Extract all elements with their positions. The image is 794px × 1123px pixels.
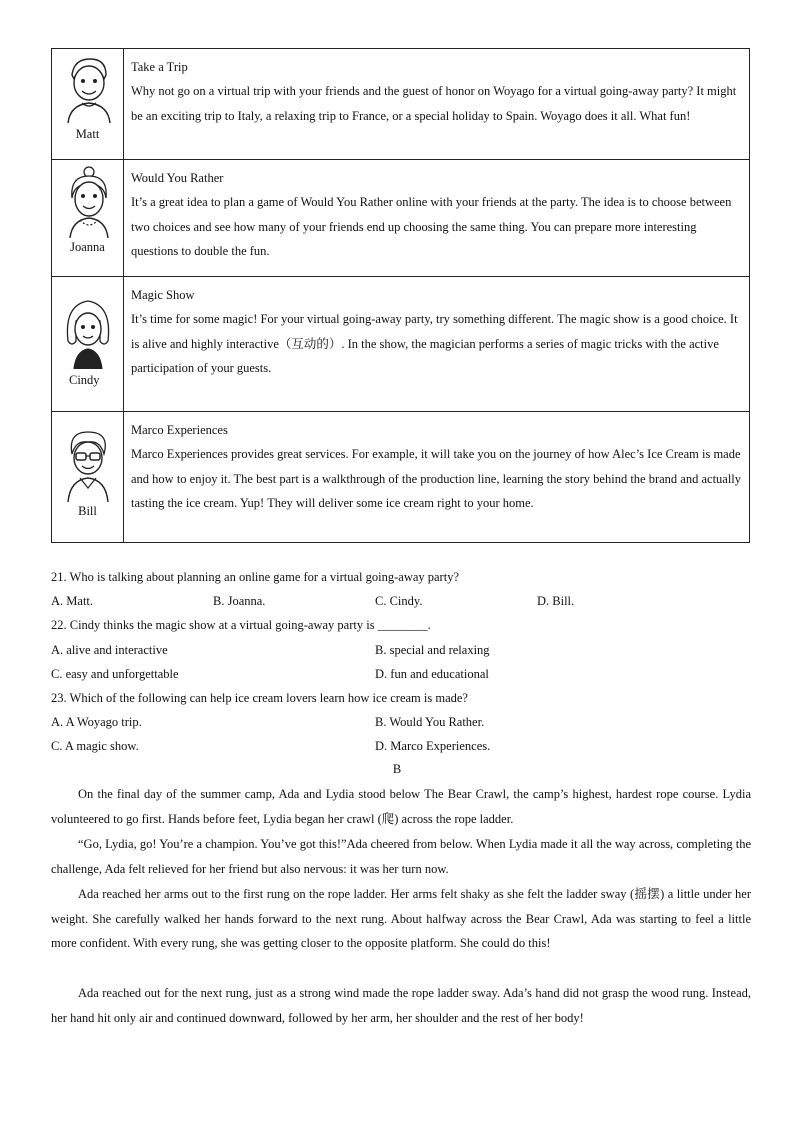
person-name: Joanna — [70, 240, 105, 254]
passage-paragraph: “Go, Lydia, go! You’re a champion. You’ve got this!”Ada cheered from below. When Lydia made it all the way across, completing the challenge, Ada felt relieved for her friend but also nervous: it was her turn now. — [51, 837, 751, 876]
ad-title: Would You Rather — [131, 171, 224, 185]
option: B. Joanna. — [213, 594, 266, 608]
joanna-portrait-icon — [60, 164, 116, 240]
ad-row-cindy — [52, 277, 750, 412]
ad-title: Marco Experiences — [131, 423, 228, 437]
bill-portrait-icon — [60, 426, 116, 504]
ad-text-cell — [124, 49, 750, 160]
option: D. Bill. — [537, 594, 575, 608]
option: B. special and relaxing — [375, 643, 490, 657]
option: D. fun and educational — [375, 667, 489, 681]
question-stem: 22. Cindy thinks the magic show at a virtual going-away party is ________. — [51, 618, 431, 632]
option: A. Matt. — [51, 594, 94, 608]
question-stem: 21. Who is talking about planning an online game for a virtual going-away party? — [51, 570, 459, 584]
person-cell — [52, 160, 124, 277]
passage-paragraph: Ada reached out for the next rung, just as a strong wind made the rope ladder sway. Ada’s hand did not grasp the wood rung. Instead, her hand hit only air and continued downward, followed by her arm, her shoulder and the rest of her body! — [51, 986, 751, 1025]
option: C. A magic show. — [51, 739, 139, 753]
question-stem: 23. Which of the following can help ice cream lovers learn how ice cream is made? — [51, 691, 468, 705]
option: C. Cindy. — [375, 594, 423, 608]
matt-portrait-icon — [60, 53, 116, 127]
ad-body: Marco Experiences provides great services. For example, it will take you on the journey of how Alec’s Ice Cream is made and how to enjoy it. The best part is a walkthrough of the production line, learning the story behind the brand and actually tasting the ice cream. Yup! They will deliver some ice cream right to your home. — [131, 447, 742, 510]
ad-row-bill — [52, 412, 750, 543]
ad-text-cell — [124, 160, 750, 277]
ad-row-matt — [52, 49, 750, 160]
ad-body: Why not go on a virtual trip with your friends and the guest of honor on Woyago for a virtual going-away party? It might be an exciting trip to Italy, a relaxing trip to France, or a special holiday to Spain. Woyago does it all. What fun! — [131, 84, 737, 123]
person-cell — [52, 49, 124, 160]
ad-body: It’s time for some magic! For your virtual going-away party, try something different. The magic show is a good choice. It is alive and highly interactive（互动的）. In the show, the magician performs a series of magic tricks with the active participation of your guests. — [131, 312, 738, 375]
option: A. A Woyago trip. — [51, 715, 142, 729]
person-name: Cindy — [69, 373, 100, 387]
option: B. Would You Rather. — [375, 715, 485, 729]
passage-paragraph: Ada reached her arms out to the first rung on the rope ladder. Her arms felt shaky as she felt the ladder sway (摇摆) a little under her weight. She carefully walked her hands forward to the next rung. About halfway across the Bear Crawl, Ada was starting to feel a little more confident. With every rung, she was getting closer to the opposite platform. She could do this! — [51, 887, 751, 951]
person-cell — [52, 412, 124, 543]
ad-text-cell — [124, 277, 750, 412]
ad-title: Take a Trip — [131, 60, 188, 74]
passage-paragraph: On the final day of the summer camp, Ada and Lydia stood below The Bear Crawl, the camp’s highest, hardest rope course. Lydia volunteered to go first. Hands before feet, Lydia began her crawl (爬) across the rope ladder. — [51, 787, 751, 826]
section-label: B — [392, 762, 402, 776]
ads-table — [51, 48, 750, 543]
ad-body: It’s a great idea to plan a game of Would You Rather online with your friends at the party. The idea is to choose between two choices and see how many of your friends end up choosing the same thing. You can prepare more interesting questions to double the fun. — [131, 195, 732, 258]
option: C. easy and unforgettable — [51, 667, 179, 681]
person-name: Matt — [75, 127, 100, 141]
person-cell — [52, 277, 124, 412]
cindy-portrait-icon — [60, 291, 116, 371]
ad-title: Magic Show — [131, 288, 195, 302]
option: A. alive and interactive — [51, 643, 168, 657]
person-name: Bill — [78, 504, 97, 518]
ad-row-joanna — [52, 160, 750, 277]
ad-text-cell — [124, 412, 750, 543]
option: D. Marco Experiences. — [375, 739, 491, 753]
